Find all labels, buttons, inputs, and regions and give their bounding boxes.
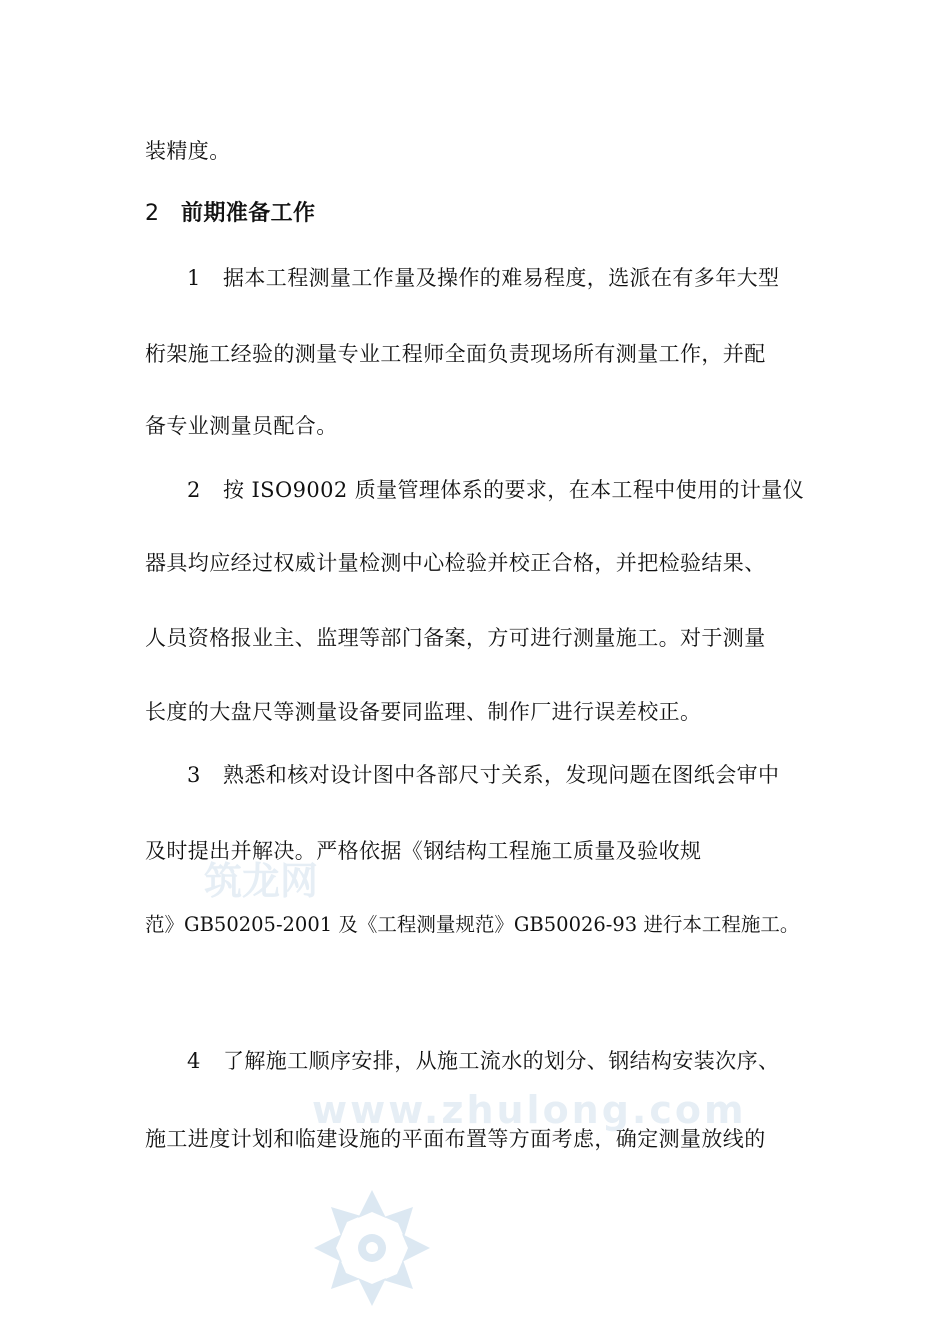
text-line: 熟悉和核对设计图中各部尺寸关系，发现问题在图纸会审中 — [223, 763, 780, 787]
watermark-url-text: www.zhulong.com — [312, 1088, 747, 1132]
text-line: 施工进度计划和临建设施的平面布置等方面考虑，确定测量放线的 — [145, 1127, 766, 1151]
section-title: 前期准备工作 — [181, 201, 316, 226]
text-line: 按 ISO9002 质量管理体系的要求，在本工程中使用的计量仪 — [223, 478, 805, 502]
paragraph-first-line — [187, 263, 779, 293]
text-line: 装精度。 — [145, 139, 231, 163]
text-line: 长度的大盘尺等测量设备要同监理、制作厂进行误差校正。 — [145, 700, 702, 724]
text-line: 及时提出并解决。严格依据《钢结构工程施工质量及验收规 — [145, 839, 702, 863]
zhulong-logo-icon — [312, 1188, 432, 1308]
item-number: 3 — [187, 763, 201, 787]
paragraph-first-line — [187, 760, 779, 790]
text-line: 了解施工顺序安排，从施工流水的划分、钢结构安装次序、 — [223, 1049, 780, 1073]
paragraph-first-line — [187, 475, 804, 505]
text-line: 据本工程测量工作量及操作的难易程度，选派在有多年大型 — [223, 266, 780, 290]
text-line: 备专业测量员配合。 — [145, 414, 338, 438]
paragraph-first-line — [187, 1046, 779, 1076]
item-number: 2 — [187, 478, 201, 502]
item-number: 4 — [187, 1049, 201, 1073]
watermark-cn-text: 筑龙网 — [204, 859, 319, 903]
text-line: 桁架施工经验的测量专业工程师全面负责现场所有测量工作，并配 — [145, 342, 766, 366]
text-line: 人员资格报业主、监理等部门备案，方可进行测量施工。对于测量 — [145, 626, 766, 650]
text-line: 器具均应经过权威计量检测中心检验并校正合格，并把检验结果、 — [145, 551, 766, 575]
text-line: 范》GB50205-2001 及《工程测量规范》GB50026-93 进行本工程施工。 — [145, 913, 800, 936]
section-heading — [145, 199, 315, 229]
section-number: 2 — [145, 201, 160, 226]
item-number: 1 — [187, 266, 201, 290]
